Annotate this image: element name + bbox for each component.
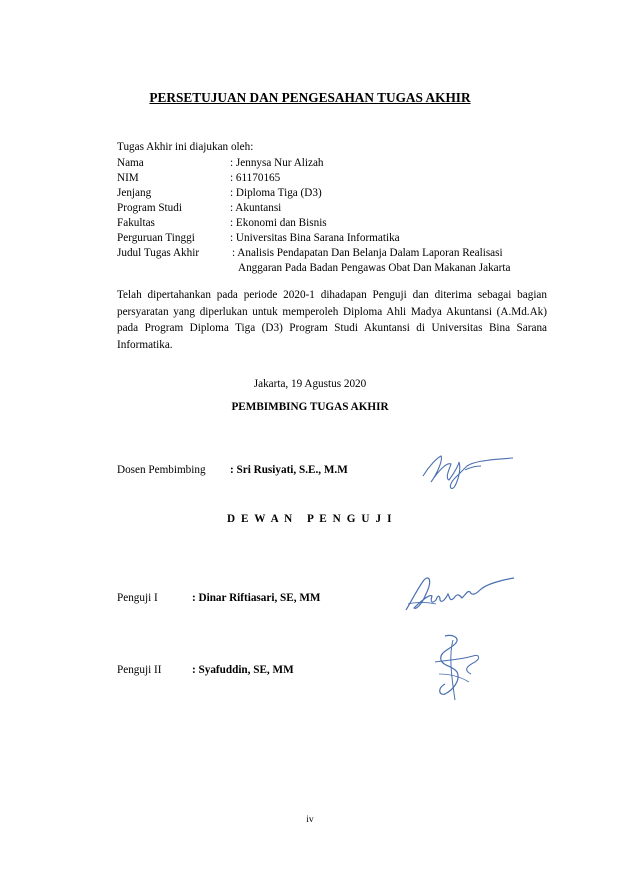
field-value: : Akuntansi [230, 202, 282, 214]
field-label: Program Studi [117, 202, 182, 214]
examiner-label: Penguji I [117, 592, 158, 604]
intro-text: Tugas Akhir ini diajukan oleh: [117, 141, 254, 153]
field-value: : Universitas Bina Sarana Informatika [230, 232, 400, 244]
field-label: NIM [117, 172, 139, 184]
approval-paragraph: Telah dipertahankan pada periode 2020-1 dihadapan Penguji dan diterima sebagai bagian persyaratan yang diperlukan untuk memperoleh Diploma Ahli Madya Akuntansi (A.Md.Ak) pada Program Diploma Tiga (D3) Program Studi Akuntansi di Universitas Bina Sarana Informatika. [117, 289, 547, 351]
examiner-name: : Dinar Riftiasari, SE, MM [192, 592, 321, 604]
document-title: PERSETUJUAN DAN PENGESAHAN TUGAS AKHIR [149, 90, 471, 105]
examiner-2-signature [425, 630, 495, 705]
advisor-heading: PEMBIMBING TUGAS AKHIR [231, 401, 389, 413]
field-value: : Diploma Tiga (D3) [230, 187, 322, 199]
page-number: iv [306, 815, 314, 825]
field-label: Fakultas [117, 217, 155, 229]
field-value: : Jennysa Nur Alizah [230, 157, 324, 169]
advisor-label: Dosen Pembimbing [117, 464, 206, 476]
field-value: : Analisis Pendapatan Dan Belanja Dalam Laporan Realisasi [232, 247, 503, 259]
field-label: Perguruan Tinggi [117, 232, 195, 244]
examiner-1-signature [402, 570, 517, 618]
board-heading: D E W A N P E N G U J I [226, 513, 394, 525]
field-value-continued: Anggaran Pada Badan Pengawas Obat Dan Makanan Jakarta [238, 262, 511, 274]
place-date: Jakarta, 19 Agustus 2020 [253, 378, 367, 390]
examiner-name: : Syafuddin, SE, MM [192, 664, 294, 676]
examiner-label: Penguji II [117, 664, 162, 676]
field-label: Judul Tugas Akhir [117, 247, 200, 259]
field-value: : Ekonomi dan Bisnis [230, 217, 327, 229]
advisor-signature [415, 448, 515, 493]
advisor-name: : Sri Rusiyati, S.E., M.M [230, 464, 348, 476]
field-label: Jenjang [117, 187, 152, 199]
field-label: Nama [117, 157, 144, 169]
field-value: : 61170165 [230, 172, 281, 184]
